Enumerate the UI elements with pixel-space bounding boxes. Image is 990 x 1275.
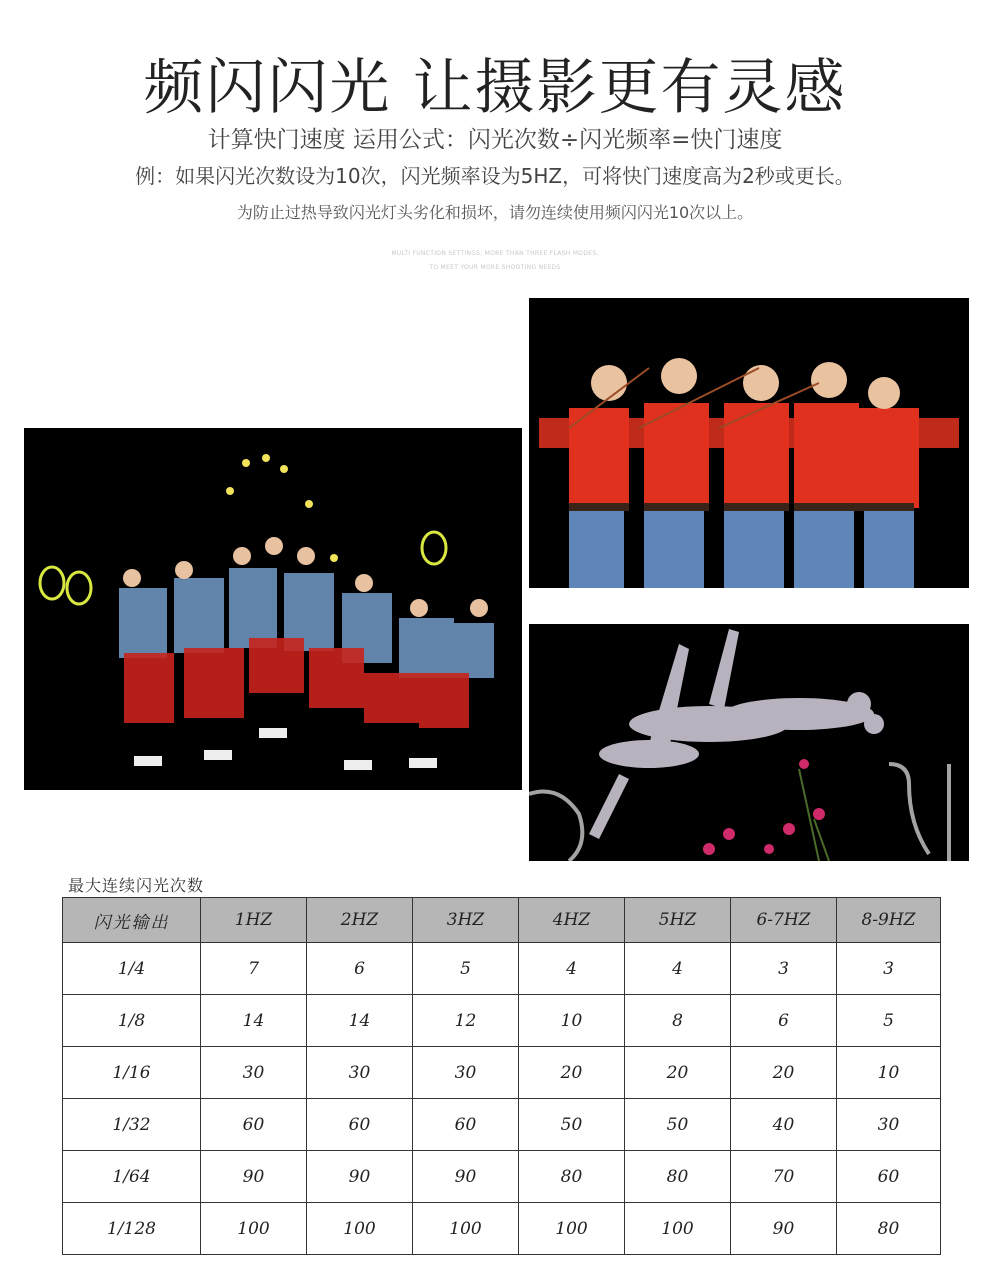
row-output: 1/32 <box>63 1099 201 1151</box>
table-cell: 4 <box>625 943 731 995</box>
tennis-illustration <box>24 428 522 790</box>
table-row <box>63 943 941 995</box>
table-cell: 70 <box>731 1151 837 1203</box>
warning-text: 为防止过热导致闪光灯头劣化和损坏，请勿连续使用频闪闪光10次以上。 <box>236 203 754 222</box>
table-cell: 90 <box>731 1203 837 1255</box>
table-cell: 14 <box>307 995 413 1047</box>
table-cell: 14 <box>201 995 307 1047</box>
table-row <box>63 1151 941 1203</box>
table-cell: 5 <box>413 943 519 995</box>
table-cell: 80 <box>625 1151 731 1203</box>
table-cell: 50 <box>625 1099 731 1151</box>
row-output: 1/4 <box>63 943 201 995</box>
page-title: 频闪闪光 让摄影更有灵感 <box>143 53 847 123</box>
table-cell: 90 <box>201 1151 307 1203</box>
example-text: 例：如果闪光次数设为10次，闪光频率设为5HZ，可将快门速度高为2秒或更长。 <box>135 164 855 188</box>
table-cell: 8 <box>625 995 731 1047</box>
table-cell: 90 <box>413 1151 519 1203</box>
violin-photo <box>529 298 969 588</box>
header-output: 闪光输出 <box>63 898 201 943</box>
table-cell: 80 <box>837 1203 941 1255</box>
table-cell: 3 <box>731 943 837 995</box>
table-cell: 80 <box>519 1151 625 1203</box>
table-header-row <box>63 898 941 943</box>
table-cell: 3 <box>837 943 941 995</box>
row-output: 1/64 <box>63 1151 201 1203</box>
cat-photo <box>529 624 969 861</box>
header-5hz: 5HZ <box>625 898 731 943</box>
table-cell: 30 <box>837 1099 941 1151</box>
table-cell: 20 <box>731 1047 837 1099</box>
flash-count-table <box>62 897 941 1255</box>
table-row <box>63 1047 941 1099</box>
table-cell: 100 <box>625 1203 731 1255</box>
table-cell: 30 <box>307 1047 413 1099</box>
violin-illustration <box>529 298 969 588</box>
table-cell: 100 <box>519 1203 625 1255</box>
cat-illustration <box>529 624 969 861</box>
table-cell: 10 <box>519 995 625 1047</box>
table-cell: 90 <box>307 1151 413 1203</box>
table-cell: 60 <box>413 1099 519 1151</box>
table-cell: 100 <box>307 1203 413 1255</box>
table-caption: 最大连续闪光次数 <box>68 876 205 895</box>
header-8-9hz: 8-9HZ <box>837 898 941 943</box>
tagline-line-1: MULTI FUNCTION SETTINGS, MORE THAN THREE FLASH MODES, <box>391 250 599 257</box>
tennis-photo <box>24 428 522 790</box>
table-row <box>63 995 941 1047</box>
table-cell: 30 <box>413 1047 519 1099</box>
table-cell: 40 <box>731 1099 837 1151</box>
table-cell: 10 <box>837 1047 941 1099</box>
row-output: 1/8 <box>63 995 201 1047</box>
table-cell: 20 <box>519 1047 625 1099</box>
table-cell: 60 <box>201 1099 307 1151</box>
table-cell: 60 <box>307 1099 413 1151</box>
row-output: 1/16 <box>63 1047 201 1099</box>
header-6-7hz: 6-7HZ <box>731 898 837 943</box>
table-cell: 20 <box>625 1047 731 1099</box>
formula-text: 计算快门速度 运用公式：闪光次数÷闪光频率=快门速度 <box>207 127 783 153</box>
table-cell: 100 <box>201 1203 307 1255</box>
header-4hz: 4HZ <box>519 898 625 943</box>
table-cell: 12 <box>413 995 519 1047</box>
table-cell: 4 <box>519 943 625 995</box>
table-cell: 7 <box>201 943 307 995</box>
table-row <box>63 1203 941 1255</box>
table-cell: 100 <box>413 1203 519 1255</box>
header-1hz: 1HZ <box>201 898 307 943</box>
table-row <box>63 1099 941 1151</box>
tagline-line-2: TO MEET YOUR MORE SHOOTING NEEDS <box>429 264 561 271</box>
row-output: 1/128 <box>63 1203 201 1255</box>
table-cell: 30 <box>201 1047 307 1099</box>
header-2hz: 2HZ <box>307 898 413 943</box>
table-cell: 50 <box>519 1099 625 1151</box>
table-cell: 60 <box>837 1151 941 1203</box>
header-3hz: 3HZ <box>413 898 519 943</box>
table-cell: 5 <box>837 995 941 1047</box>
table-cell: 6 <box>307 943 413 995</box>
table-cell: 6 <box>731 995 837 1047</box>
